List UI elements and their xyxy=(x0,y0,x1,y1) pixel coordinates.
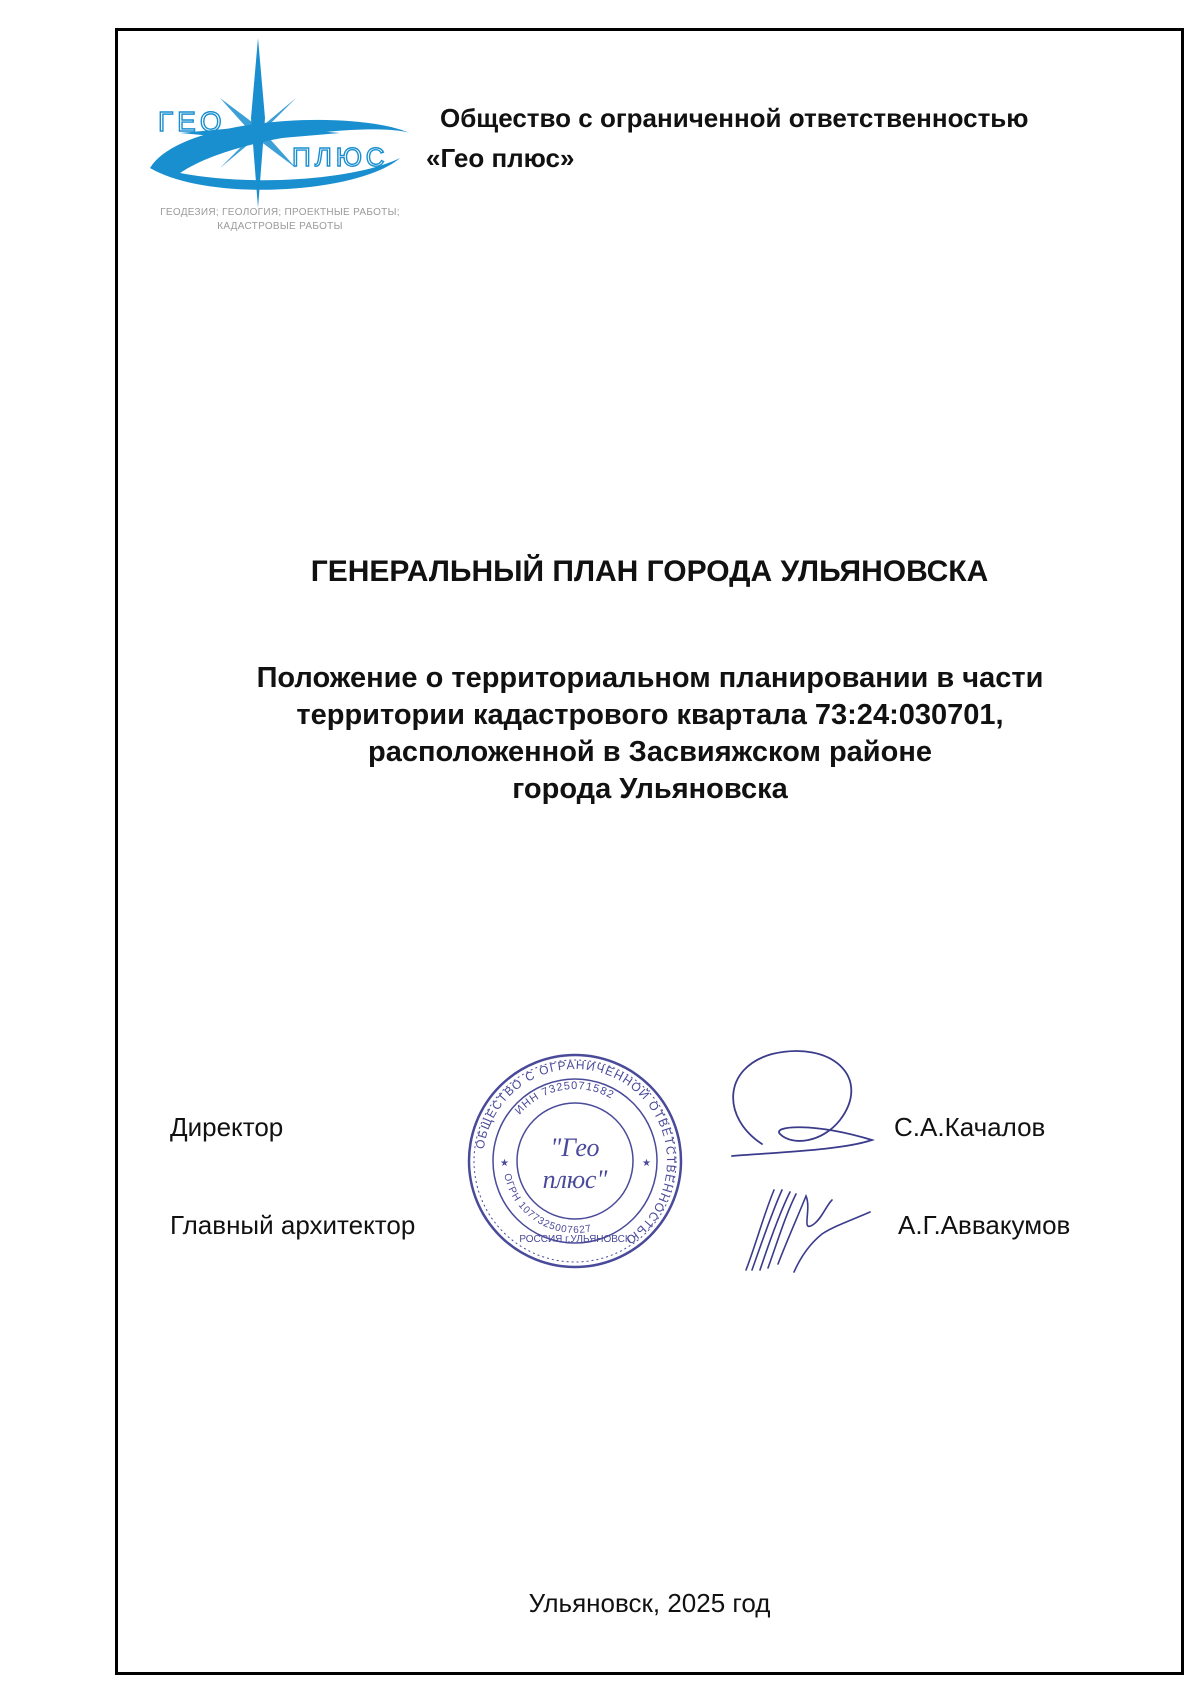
subtitle-line: Положение о территориальном планировании в части xyxy=(256,662,1044,694)
architect-name: А.Г.Аввакумов xyxy=(898,1210,1071,1240)
logo-caption: ГЕОДЕЗИЯ; ГЕОЛОГИЯ; ПРОЕКТНЫЕ РАБОТЫ; КАДАСТРОВЫЕ РАБОТЫ xyxy=(160,207,400,232)
architect-signature xyxy=(742,1184,872,1274)
stamp-ogrn: ОГРН 1077325007627 xyxy=(501,1172,593,1237)
place-and-year: Ульяновск, 2025 год xyxy=(528,1588,771,1618)
stamp-center-line-1: "Гео xyxy=(550,1133,600,1162)
logo-wordmark-bottom: ПЛЮС xyxy=(292,142,389,172)
stamp-city: РОССИЯ г.УЛЬЯНОВСК xyxy=(519,1234,631,1245)
document-subtitle xyxy=(160,660,1140,808)
director-role: Директор xyxy=(170,1112,284,1142)
subtitle-line: города Ульяновска xyxy=(512,773,788,805)
logo-wordmark-top: ГЕО xyxy=(158,106,226,137)
stamp-inn: ИНН 7325071582 xyxy=(512,1079,617,1118)
document-title: ГЕНЕРАЛЬНЫЙ ПЛАН ГОРОДА УЛЬЯНОВСКА xyxy=(310,555,989,588)
director-signature xyxy=(722,1048,882,1170)
subtitle-line: расположенной в Засвияжском районе xyxy=(368,736,932,768)
organization-name xyxy=(426,98,1029,178)
svg-text:ИНН 7325071582 xyxy=(513,1080,616,1117)
director-name: С.А.Качалов xyxy=(894,1112,1046,1142)
subtitle-line: территории кадастрового квартала 73:24:030701, xyxy=(296,699,1004,731)
architect-role: Главный архитектор xyxy=(170,1210,416,1240)
company-stamp xyxy=(464,1050,686,1272)
page-border xyxy=(115,28,1184,1675)
org-line-2: «Гео плюс» xyxy=(426,143,575,173)
stamp-ring-text: ОБЩЕСТВО С ОГРАНИЧЕННОЙ ОТВЕТСТВЕННОСТЬЮ xyxy=(472,1057,679,1248)
svg-text:★: ★ xyxy=(500,1158,509,1169)
svg-text:★: ★ xyxy=(642,1158,651,1169)
org-line-1: Общество с ограниченной ответственностью xyxy=(440,103,1029,133)
stamp-center-line-2: плюс" xyxy=(542,1165,608,1194)
